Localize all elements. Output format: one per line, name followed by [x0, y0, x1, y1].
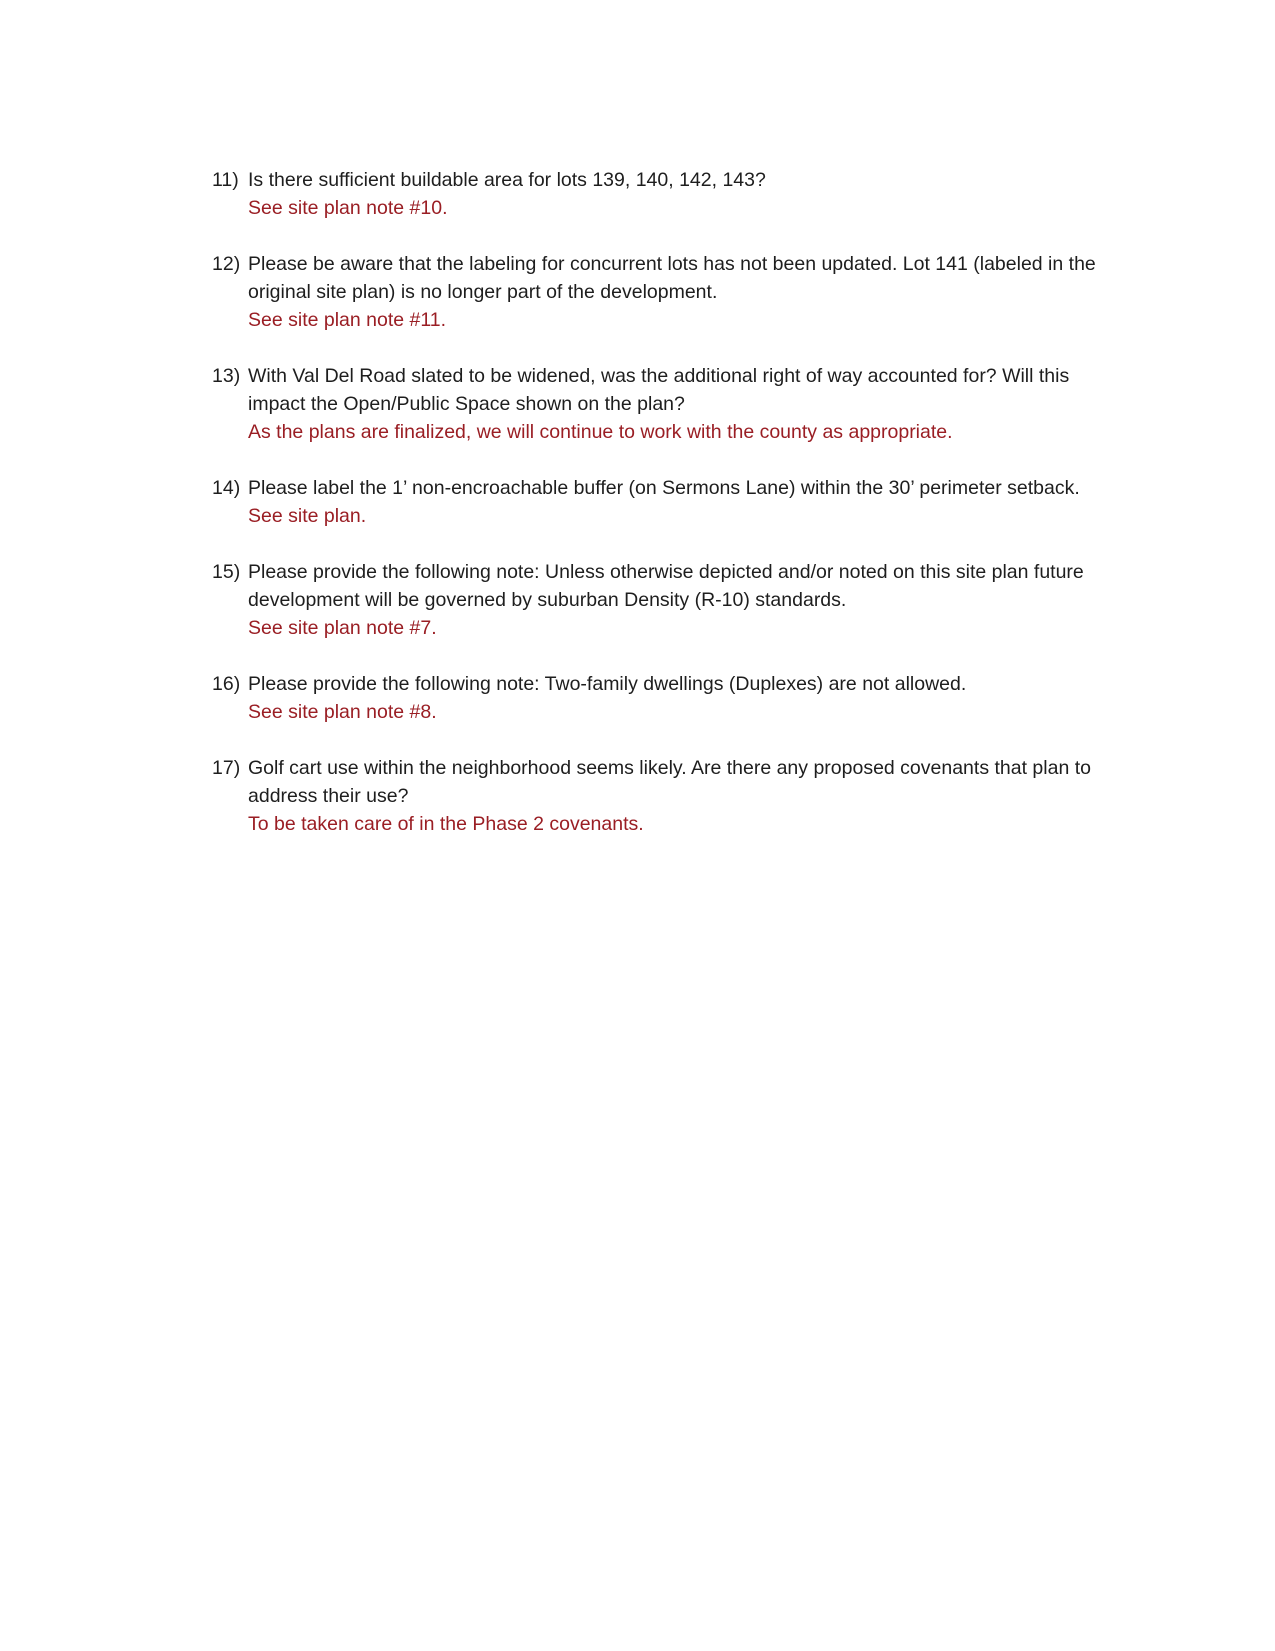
- item-number: 17): [212, 757, 241, 779]
- item-content: [248, 362, 1112, 446]
- item-number: 14): [212, 477, 241, 499]
- item-response: To be taken care of in the Phase 2 covenants.: [248, 813, 644, 835]
- item-question: Please provide the following note: Unless otherwise depicted and/or noted on this site plan future development will be governed by suburban Density (R-10) standards.: [248, 561, 1084, 611]
- item-number: 12): [212, 253, 241, 275]
- item-number: 11): [212, 169, 239, 191]
- item-question: Is there sufficient buildable area for lots 139, 140, 142, 143?: [248, 169, 766, 191]
- item-question: Golf cart use within the neighborhood seems likely. Are there any proposed covenants that plan to address their use?: [248, 757, 1091, 807]
- comment-item-15: [212, 558, 1112, 642]
- item-response: See site plan note #11.: [248, 309, 447, 331]
- comment-item-11: [212, 166, 1112, 222]
- item-response: See site plan note #7.: [248, 617, 437, 639]
- comment-item-13: [212, 362, 1112, 446]
- item-content: [248, 558, 1112, 642]
- item-response: See site plan note #10.: [248, 197, 448, 219]
- item-content: [248, 670, 1112, 726]
- item-number: 16): [212, 673, 241, 695]
- comment-item-14: [212, 474, 1112, 530]
- item-question: Please label the 1’ non-encroachable buffer (on Sermons Lane) within the 30’ perimeter setback.: [248, 477, 1080, 499]
- item-response: See site plan note #8.: [248, 701, 437, 723]
- comment-item-17: [212, 754, 1112, 838]
- comment-list: [212, 166, 1112, 866]
- comment-item-16: [212, 670, 1112, 726]
- item-content: [248, 166, 1112, 222]
- item-content: [248, 250, 1112, 334]
- item-question: With Val Del Road slated to be widened, was the additional right of way accounted for? Will this impact the Open/Public Space shown on the plan?: [248, 365, 1070, 415]
- item-question: Please be aware that the labeling for concurrent lots has not been updated. Lot 141 (labeled in the original site plan) is no longer part of the development.: [248, 253, 1096, 303]
- item-content: [248, 754, 1112, 838]
- item-content: [248, 474, 1112, 530]
- item-response: As the plans are finalized, we will continue to work with the county as appropriate.: [248, 421, 953, 443]
- item-number: 13): [212, 365, 241, 387]
- item-question: Please provide the following note: Two-family dwellings (Duplexes) are not allowed.: [248, 673, 967, 695]
- item-response: See site plan.: [248, 505, 367, 527]
- item-number: 15): [212, 561, 241, 583]
- comment-item-12: [212, 250, 1112, 334]
